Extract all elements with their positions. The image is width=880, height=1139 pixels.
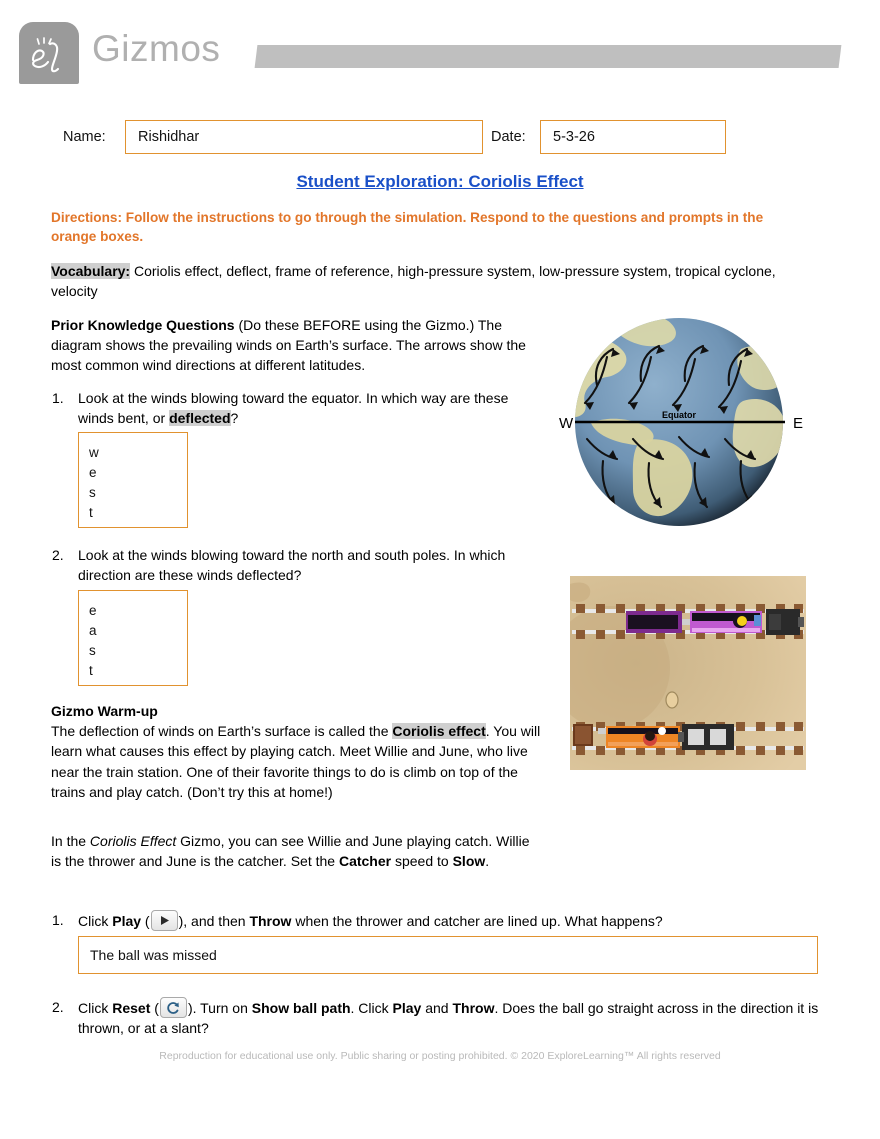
warmup-heading: Gizmo Warm-up: [51, 703, 158, 719]
step-2-d: . Click: [350, 1000, 393, 1016]
play-keyword-2: Play: [392, 1000, 422, 1016]
step-1-d: when the thrower and catcher are lined up. What happens?: [291, 913, 663, 929]
page-header: [0, 0, 880, 100]
header-banner-bar: [255, 45, 842, 68]
step-2-c: ). Turn on: [187, 1000, 252, 1016]
date-input-value: 5-3-26: [553, 129, 595, 145]
globe-west-label: W: [559, 415, 574, 432]
warmup-coriolis-keyword: Coriolis effect: [392, 723, 486, 739]
slow-keyword: Slow: [452, 853, 486, 870]
question-1-text-before: Look at the winds blowing toward the equator. In which way are these winds bent, or: [78, 390, 509, 427]
prior-knowledge-block: [51, 315, 543, 375]
answer-letter: s: [89, 642, 96, 658]
question-2-text: Look at the winds blowing toward the north and south poles. In which direction are these winds deflected?: [78, 547, 506, 584]
globe-equator-label: Equator: [661, 410, 697, 420]
answer-letter: t: [89, 504, 93, 520]
gizmos-logo-tile: [19, 22, 79, 84]
prior-knowledge-heading-rest: (Do these BEFORE using the Gizmo.): [234, 317, 475, 333]
warmup-paragraph-1: [51, 721, 541, 802]
page-footer: Reproduction for educational use only. Public sharing or posting prohibited. © 2020 ExploreLearning™ All rights reserved: [159, 1050, 721, 1062]
show-ball-path-keyword: Show ball path: [251, 1000, 351, 1016]
answer-letter: e: [89, 603, 97, 618]
name-label: Name:: [63, 129, 106, 145]
answer-letter: t: [89, 662, 93, 678]
step-1-b: (: [141, 913, 150, 929]
ball: [666, 692, 678, 708]
el-monogram-icon: [19, 22, 79, 84]
prior-knowledge-body: The diagram shows the prevailing winds on Earth’s surface. The arrows show the most common wind directions at different latitudes.: [51, 317, 526, 374]
step-2-b: (: [150, 1000, 159, 1016]
question-1-answer-value: [89, 443, 113, 523]
date-label: Date:: [491, 129, 526, 145]
step-2-e: and: [421, 1000, 453, 1016]
step-1-a: Click: [78, 913, 113, 929]
name-input[interactable]: [125, 120, 483, 154]
step-1-answer-box[interactable]: [78, 936, 818, 974]
warmup-p2-d: .: [485, 853, 490, 870]
step-2-a: Click: [78, 1000, 113, 1016]
question-1-text-after: ?: [230, 410, 239, 427]
step-1-answer-value: The ball was missed: [90, 947, 217, 963]
answer-letter: w: [89, 445, 99, 460]
step-2-text: [78, 997, 840, 1038]
question-2-answer-box[interactable]: [78, 590, 188, 686]
step-2-f: . Does the ball go straight across in the direction it is thrown, or at a slant?: [78, 1000, 819, 1037]
vocabulary-terms: Coriolis effect, deflect, frame of reference, high-pressure system, low-pressure system, tropical cyclone, velocity: [51, 263, 776, 300]
answer-letter: a: [89, 622, 97, 638]
question-1-number: 1.: [52, 390, 64, 406]
warmup-p2-a: In the: [51, 833, 90, 849]
question-2-number: 2.: [52, 547, 64, 563]
warmup-p1-b: . You will learn what causes this effect by playing catch. Meet Willie and June, who live near the train station. One of their favorite things to do is climb on top of the trains and play catch. (Don’t try this at home!): [51, 723, 541, 800]
warmup-p2-c: speed to: [391, 853, 453, 870]
globe-east-label: E: [793, 415, 804, 432]
step-1-number: 1.: [52, 912, 64, 928]
play-keyword: Play: [112, 913, 142, 929]
prior-knowledge-heading: Prior Knowledge Questions: [51, 317, 235, 333]
name-date-row: [0, 118, 880, 160]
reset-icon[interactable]: [160, 997, 187, 1018]
play-icon[interactable]: [151, 910, 178, 931]
step-1-c: ), and then: [178, 913, 250, 929]
vocabulary-label: Vocabulary:: [51, 263, 131, 279]
warmup-paragraph-2: [51, 831, 541, 872]
brand-name: Gizmos: [92, 28, 221, 69]
answer-letter: e: [89, 464, 97, 480]
gizmo-name-italic: Coriolis Effect: [89, 833, 177, 849]
throw-keyword-2: Throw: [452, 1000, 495, 1016]
vocabulary-line: [51, 261, 813, 301]
answer-letter: s: [89, 484, 96, 500]
page-title-link[interactable]: Student Exploration: Coriolis Effect: [296, 172, 584, 191]
date-input[interactable]: [540, 120, 726, 154]
catcher-keyword: Catcher: [338, 853, 392, 870]
question-1-text: [78, 388, 530, 428]
question-1-answer-box[interactable]: [78, 432, 188, 528]
directions-text: Directions: Follow the instructions to go through the simulation. Respond to the questions and prompts in the orange boxes.: [51, 210, 764, 245]
name-input-value: Rishidhar: [138, 129, 200, 145]
warmup-p2-b: Gizmo, you can see Willie and June playing catch. Willie is the thrower and June is the catcher. Set the: [51, 833, 530, 870]
reset-keyword: Reset: [112, 1000, 151, 1016]
question-1-keyword: deflected: [169, 410, 231, 427]
coriolis-gizmo-trains-screenshot: [570, 576, 806, 770]
step-2-number: 2.: [52, 999, 64, 1015]
throw-keyword: Throw: [249, 913, 292, 929]
step-1-text: [78, 910, 840, 931]
warmup-p1-a: The deflection of winds on Earth’s surface is called the: [51, 723, 393, 739]
question-2-answer-value: [89, 601, 113, 681]
earth-prevailing-winds-diagram: [545, 305, 813, 540]
